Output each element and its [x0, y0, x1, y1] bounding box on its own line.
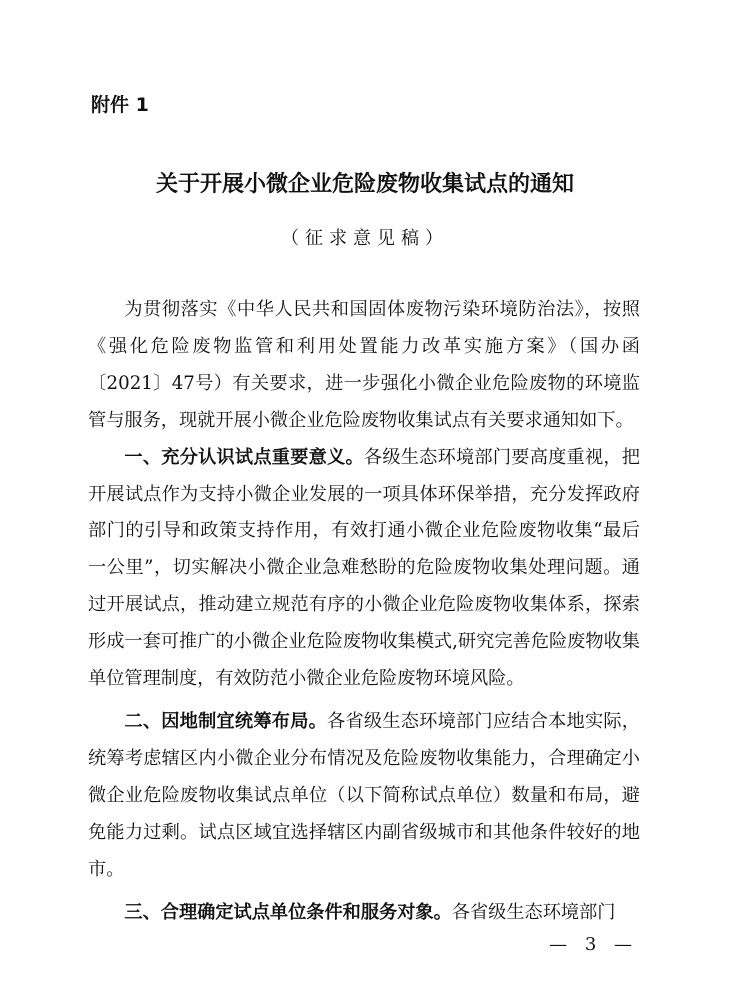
- page-number: — 3 —: [549, 934, 638, 955]
- document-body: [88, 292, 640, 931]
- section-3-paragraph: [88, 895, 640, 932]
- section-3-text: 各省级生态环境部门: [451, 901, 616, 923]
- section-1-heading: 一、充分认识试点重要意义。: [124, 446, 364, 468]
- section-2-text: 各省级生态环境部门应结合本地实际，统筹考虑辖区内小微企业分布情况及危险废物收集能力，合理确定小微企业危险废物收集试点单位（以下简称试点单位）数量和布局，避免能力过剩。试点区域宜选择辖区内副省级城市和其他条件较好的地市。: [88, 710, 640, 880]
- document-title: 关于开展小微企业危险废物收集试点的通知: [155, 172, 574, 197]
- section-2-paragraph: [88, 704, 640, 889]
- document-subtitle: （征求意见稿）: [281, 228, 449, 249]
- section-2-heading: 二、因地制宜统筹布局。: [124, 710, 328, 732]
- section-3-heading: 三、合理确定试点单位条件和服务对象。: [124, 901, 452, 923]
- section-1-paragraph: [88, 440, 640, 698]
- attachment-label: 附件 1: [91, 94, 149, 116]
- intro-paragraph: 为贯彻落实《中华人民共和国固体废物污染环境防治法》，按照《强化危险废物监管和利用处置能力改革实施方案》（国办函〔2021〕47号）有关要求，进一步强化小微企业危险废物的环境监管与服务，现就开展小微企业危险废物收集试点有关要求通知如下。: [88, 299, 640, 431]
- section-1-text: 各级生态环境部门要高度重视，把开展试点作为支持小微企业发展的一项具体环保举措，充分发挥政府部门的引导和政策支持作用，有效打通小微企业危险废物收集“最后一公里”，切实解决小微企业急难愁盼的危险废物收集处理问题。通过开展试点，推动建立规范有序的小微企业危险废物收集体系，探索形成一套可推广的小微企业危险废物收集模式,研究完善危险废物收集单位管理制度，有效防范小微企业危险废物环境风险。: [88, 446, 640, 690]
